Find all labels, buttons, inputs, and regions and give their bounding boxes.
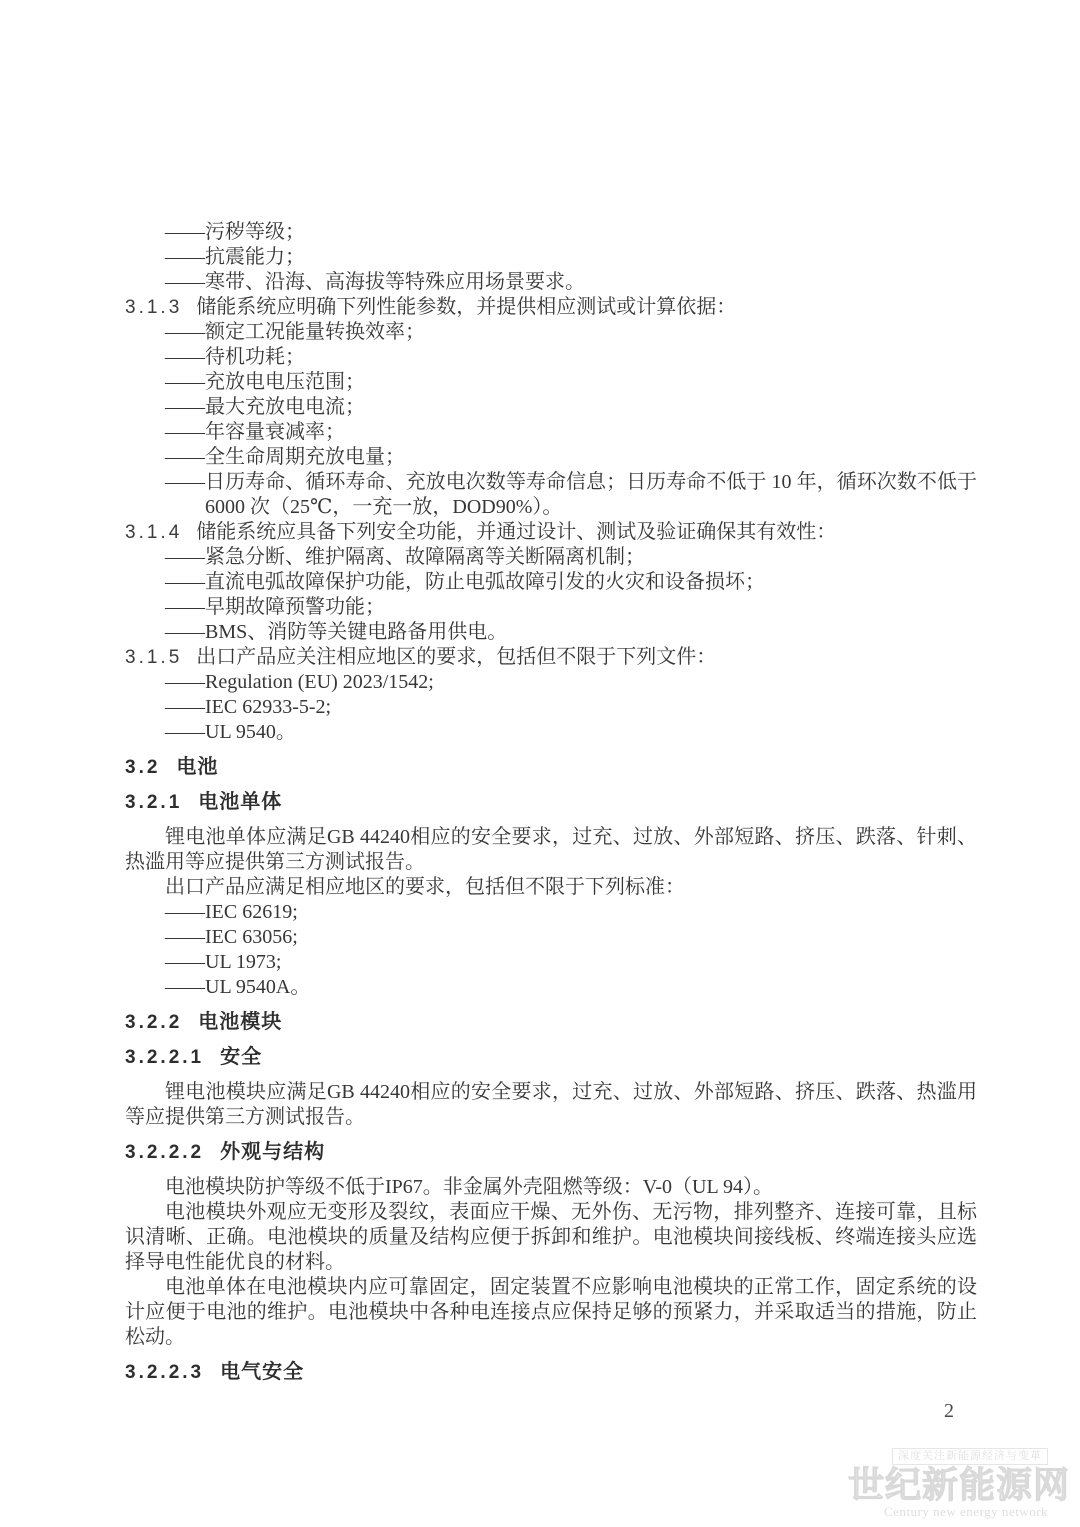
dash-item-dc-arc-protection: ——直流电弧故障保护功能，防止电弧故障引发的火灾和设备损坏； <box>165 571 765 593</box>
dash-item-ul-9540a: ——UL 9540A。 <box>165 976 311 998</box>
dash-item-voltage-range: ——充放电电压范围； <box>165 371 365 393</box>
section-heading-3-2-2-2 <box>125 1140 977 1165</box>
clause-text: 出口产品应关注相应地区的要求，包括但不限于下列文件： <box>196 646 717 668</box>
heading-number: 3.2.2.1 <box>125 1047 205 1068</box>
heading-number: 3.2 <box>125 757 161 778</box>
section-heading-3-2 <box>125 755 977 780</box>
dash-item-ul-9540: ——UL 9540。 <box>165 721 296 743</box>
document-content <box>125 220 977 1395</box>
watermark-subtitle: Century new energy network <box>884 1504 1049 1519</box>
heading-title: 电池单体 <box>198 791 283 813</box>
heading-number: 3.2.2.2 <box>125 1142 205 1163</box>
dash-item-annual-capacity-fade: ——年容量衰减率； <box>165 421 345 443</box>
dash-item-max-current: ——最大充放电电流； <box>165 396 365 418</box>
dash-item-pollution-level: ——污秽等级； <box>165 221 305 243</box>
paragraph-module-safety: 锂电池模块应满足GB 44240相应的安全要求，过充、过放、外部短路、挤压、跌落、热滥用等应提供第三方测试报告。 <box>125 1081 977 1128</box>
clause-3-1-4 <box>125 520 977 545</box>
dash-item-seismic-capability: ——抗震能力； <box>165 246 305 268</box>
heading-title: 电池模块 <box>198 1011 283 1033</box>
section-heading-3-2-2 <box>125 1010 977 1035</box>
paragraph-cell-fixation: 电池单体在电池模块内应可靠固定，固定装置不应影响电池模块的正常工作，固定系统的设计应便于电池的维护。电池模块中各种电连接点应保持足够的预紧力，并采取适当的措施，防止松动。 <box>125 1276 977 1348</box>
dash-item-standby-power: ——待机功耗； <box>165 346 305 368</box>
dash-item-early-warning: ——早期故障预警功能； <box>165 596 385 618</box>
watermark-slogan: 深度关注新能源经济与变革 <box>892 1448 1048 1465</box>
heading-title: 电池 <box>176 756 219 778</box>
section-heading-3-2-2-1 <box>125 1045 977 1070</box>
dash-item-backup-power: ——BMS、消防等关键电路备用供电。 <box>165 621 508 643</box>
paragraph-module-appearance: 电池模块外观应无变形及裂纹，表面应干燥、无外伤、无污物，排列整齐、连接可靠，且标识清晰、正确。电池模块的质量及结构应便于拆卸和维护。电池模块间接线板、终端连接头应选择导电性能优良的材料。 <box>125 1201 977 1273</box>
heading-title: 外观与结构 <box>220 1141 326 1163</box>
dash-item-regulation-eu: ——Regulation (EU) 2023/1542; <box>165 671 434 693</box>
paragraph-module-ip-rating: 电池模块防护等级不低于IP67。非金属外壳阻燃等级：V-0（UL 94）。 <box>165 1176 773 1198</box>
dash-item-ul-1973: ——UL 1973; <box>165 951 282 973</box>
heading-number: 3.2.2.3 <box>125 1362 205 1383</box>
dash-item-isolation-mechanism: ——紧急分断、维护隔离、故障隔离等关断隔离机制； <box>165 546 645 568</box>
clause-text: 储能系统应明确下列性能参数，并提供相应测试或计算依据： <box>196 296 737 318</box>
heading-number: 3.2.1 <box>125 792 183 813</box>
clause-3-1-3 <box>125 295 977 320</box>
dash-item-iec-63056: ——IEC 63056; <box>165 926 298 948</box>
paragraph-export-standards: 出口产品应满足相应地区的要求，包括但不限于下列标准： <box>165 876 685 898</box>
clause-number: 3.1.5 <box>125 647 183 668</box>
dash-item-calendar-life: ——日历寿命、循环寿命、充放电次数等寿命信息；日历寿命不低于 10 年，循环次数不低于 6000 次（25℃，一充一放，DOD90%）。 <box>165 471 977 518</box>
page-number: 2 <box>944 1400 954 1422</box>
heading-title: 电气安全 <box>220 1361 305 1383</box>
clause-number: 3.1.4 <box>125 522 183 543</box>
clause-3-1-5 <box>125 645 977 670</box>
dash-item-iec-62619: ——IEC 62619; <box>165 901 298 923</box>
clause-number: 3.1.3 <box>125 297 183 318</box>
paragraph-cell-safety: 锂电池单体应满足GB 44240相应的安全要求，过充、过放、外部短路、挤压、跌落、针刺、热滥用等应提供第三方测试报告。 <box>125 826 977 873</box>
dash-item-energy-efficiency: ——额定工况能量转换效率； <box>165 321 425 343</box>
dash-item-iec-62933: ——IEC 62933-5-2; <box>165 696 332 718</box>
heading-number: 3.2.2 <box>125 1012 183 1033</box>
watermark-logo-text: 世纪新能源网 <box>848 1464 1071 1505</box>
clause-text: 储能系统应具备下列安全功能，并通过设计、测试及验证确保其有效性： <box>196 521 837 543</box>
heading-title: 安全 <box>220 1046 263 1068</box>
section-heading-3-2-1 <box>125 790 977 815</box>
dash-item-special-scenarios: ——寒带、沿海、高海拔等特殊应用场景要求。 <box>165 271 585 293</box>
dash-item-lifetime-throughput: ——全生命周期充放电量； <box>165 446 405 468</box>
section-heading-3-2-2-3 <box>125 1360 977 1385</box>
